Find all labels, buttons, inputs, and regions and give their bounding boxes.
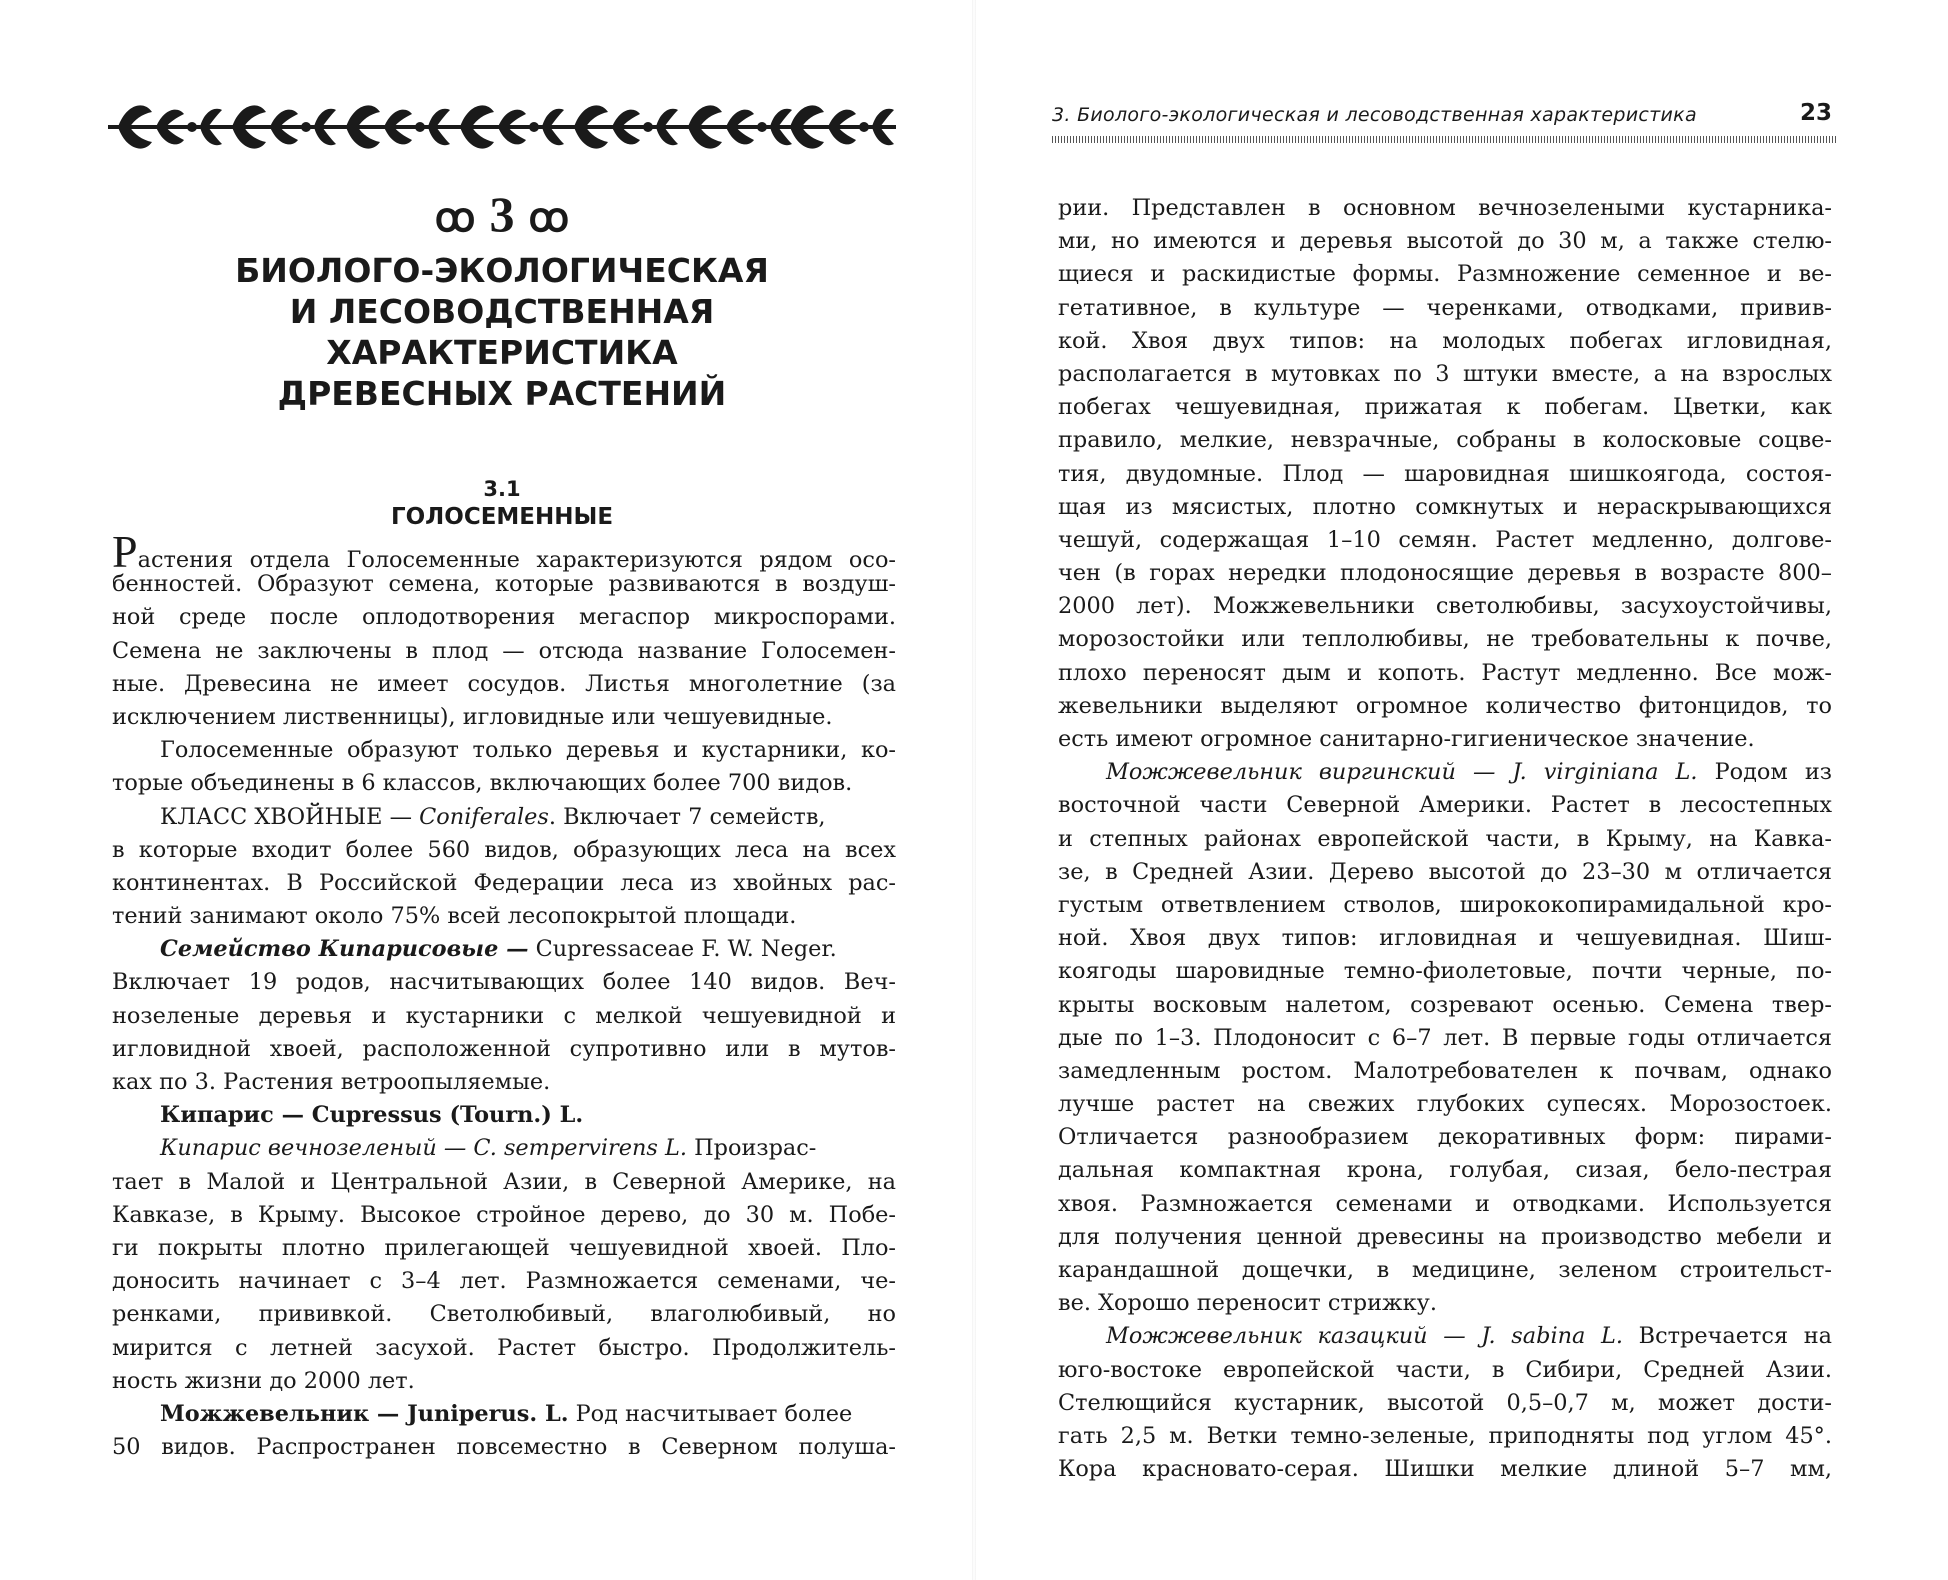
text-line: густым ответвлением стволов, ширококопирамидальной кро- [1058,891,1832,918]
text-line: бенностей. Образуют семена, которые развиваются в воздуш- [112,571,896,598]
text-line: рии. Представлен в основном вечнозелеными кустарника- [1058,195,1832,221]
text-line: исключением лиственницы), игловидные или чешуевидные. [112,703,833,730]
running-head-title: 3. Биолого-экологическая и лесоводственная характеристика [1052,104,1697,126]
header-rule [1052,136,1838,143]
text-line: плохо переносят дым и копоть. Растут медленно. Все мож- [1058,659,1832,686]
text-line: Включает 19 родов, насчитывающих более 140 видов. Веч- [112,969,896,996]
text-line: восточной части Северной Америки. Растет в лесостепных [1058,792,1832,819]
floral-ornament-banner [108,92,896,162]
text-line: тия, двудомные. Плод — шаровидная шишкоягода, состоя- [1058,460,1832,487]
text-line: 2000 лет). Можжевельники светолюбивы, засухоустойчивы, [1058,593,1832,620]
page-number: 23 [1799,100,1832,126]
text-line: Семейство Кипарисовые — Cupressaceae F. W. Neger. [160,936,837,963]
text-line: побегах чешуевидная, прижатая к побегам. Цветки, как [1058,394,1832,421]
text-line: нозеленые деревья и кустарники с мелкой чешуевидной и [112,1002,896,1029]
drop-cap: Р [112,526,138,577]
text-line: торые объединены в 6 классов, включающих более 700 видов. [112,770,853,797]
chapter-number [108,186,896,246]
text-line: дые по 1–3. Плодоносит с 6–7 лет. В первые годы отличается [1058,1024,1832,1051]
chapter-title-line: ХАРАКТЕРИСТИКА [326,333,678,372]
text-line: ги покрыты плотно прилегающей чешуевидной хвоей. Пло- [112,1234,896,1261]
text-line: дальная компактная крона, голубая, сизая, бело-пестрая [1058,1157,1832,1184]
text-line: Можжевельник — Juniperus. L. Род насчитывает более [160,1400,853,1427]
text-line: зе, в Средней Азии. Дерево высотой до 23–30 м отличается [1058,858,1832,885]
text-line: в которые входит более 560 видов, образующих леса на всех [112,836,896,863]
text-line: мирится с летней засухой. Растет быстро. Продолжитель- [112,1334,896,1361]
right-flourish-icon: ꝏ [528,195,570,240]
text-line: располагается в мутовках по 3 штуки вместе, а на взрослых [1058,360,1832,387]
text-line: замедленным ростом. Малотребователен к почвам, однако [1058,1057,1832,1084]
text-line: для получения ценной древесины на производство мебели и [1058,1223,1832,1250]
text-line: тает в Малой и Центральной Азии, в Северной Америке, на [112,1168,896,1195]
text-line: жевельники выделяют огромное количество фитонцидов, то [1058,692,1832,719]
text-line: игловидной хвоей, расположенной супротивно или в мутов- [112,1035,896,1062]
text-line: тений занимают около 75% всей лесопокрытой площади. [112,903,797,930]
text-line: ной. Хвоя двух типов: игловидная и чешуевидная. Шиш- [1058,925,1832,952]
text-line: карандашной дощечки, в медицине, зеленом строительст- [1058,1257,1832,1283]
section-number: 3.1 [483,477,521,501]
running-head [1052,102,1838,136]
chapter-number-text: 3 [489,186,515,242]
right-page [974,0,1948,1580]
text-line: и степных районах европейской части, в Крыму, на Кавка- [1058,825,1832,852]
text-line: кой. Хвоя двух типов: на молодых побегах игловидная, [1058,327,1832,354]
text-line: гать 2,5 м. Ветки темно-зеленые, приподняты под углом 45°. [1058,1422,1832,1449]
text-line: ность жизни до 2000 лет. [112,1367,415,1394]
text-line: морозостойки или теплолюбивы, не требовательны к почве, [1058,626,1832,653]
left-flourish-icon: ꝏ [434,195,476,240]
text-line: ках по 3. Растения ветроопыляемые. [112,1069,551,1095]
text-line: ной среде после оплодотворения мегаспор микроспорами. [112,604,896,631]
text-line: Стелющийся кустарник, высотой 0,5–0,7 м, может дости- [1058,1389,1832,1416]
text-line: 50 видов. Распространен повсеместно в Северном полуша- [112,1434,896,1461]
text-line: чен (в горах нередки плодоносящие деревья в возрасте 800– [1058,560,1832,587]
right-body-text [1058,192,1832,1486]
text-line: доносить начинает с 3–4 лет. Размножается семенами, че- [112,1268,896,1295]
text-line: Семена не заключены в плод — отсюда название Голосемен- [112,637,896,664]
text-line: ные. Древесина не имеет сосудов. Листья многолетние (за [112,670,896,697]
text-line: юго-востоке европейской части, в Сибири, Средней Азии. [1058,1356,1832,1383]
text-line: Кипарис — Cupressus (Tourn.) L. [160,1102,584,1129]
text-line: крыты восковым налетом, созревают осенью. Семена твер- [1058,991,1832,1018]
text-line: чешуй, содержащая 1–10 семян. Растет медленно, долгове- [1058,526,1832,553]
text-line: ми, но имеются и деревья высотой до 30 м, а также стелю- [1058,228,1832,255]
left-body-text [112,526,896,1464]
text-line: лучше растет на свежих глубоких супесях. Морозостоек. [1058,1091,1832,1118]
text-line: правило, мелкие, невзрачные, собраны в колосковые соцве- [1058,427,1832,454]
text-line: ренками, прививкой. Светолюбивый, влаголюбивый, но [112,1301,896,1328]
text-line: Кора красновато-серая. Шишки мелкие длиной 5–7 мм, [1058,1456,1832,1483]
text-line: Отличается разнообразием декоративных форм: пирами- [1058,1124,1832,1151]
text-line: щиеся и раскидистые формы. Размножение семенное и ве- [1058,261,1832,288]
text-line: ве. Хорошо переносит стрижку. [1058,1290,1437,1317]
text-line: Растения отдела Голосеменные характеризуются рядом осо- [112,526,896,577]
text-line: хвоя. Размножается семенами и отводками. Используется [1058,1190,1832,1217]
chapter-title [108,250,896,414]
chapter-title-line: ДРЕВЕСНЫХ РАСТЕНИЙ [277,374,727,413]
text-line: Можжевельник казацкий — J. sabina L. Встречается на [1106,1323,1832,1350]
text-line: гетативное, в культуре — черенками, отводками, привив- [1058,294,1832,321]
text-line: есть имеют огромное санитарно-гигиеническое значение. [1058,726,1755,752]
text-line: коягоды шаровидные темно-фиолетовые, почти черные, по- [1058,958,1832,985]
text-line: КЛАСС ХВОЙНЫЕ — Coniferales. Включает 7 семейств, [160,803,826,830]
text-line: Кипарис вечнозеленый — C. sempervirens L. Произрас- [160,1135,817,1162]
chapter-title-line: БИОЛОГО-ЭКОЛОГИЧЕСКАЯ [235,251,769,290]
text-line: Можжевельник виргинский — J. virginiana L. Родом из [1106,759,1832,786]
chapter-title-line: И ЛЕСОВОДСТВЕННАЯ [289,292,715,331]
text-line: Голосеменные образуют только деревья и кустарники, ко- [160,737,896,764]
text-line: Кавказе, в Крыму. Высокое стройное дерево, до 30 м. Побе- [112,1201,896,1228]
text-line: континентах. В Российской Федерации леса из хвойных рас- [112,869,896,896]
text-line: щая из мясистых, плотно сомкнутых и нераскрывающихся [1058,493,1832,520]
section-title: ГОЛОСЕМЕННЫЕ [390,504,614,530]
